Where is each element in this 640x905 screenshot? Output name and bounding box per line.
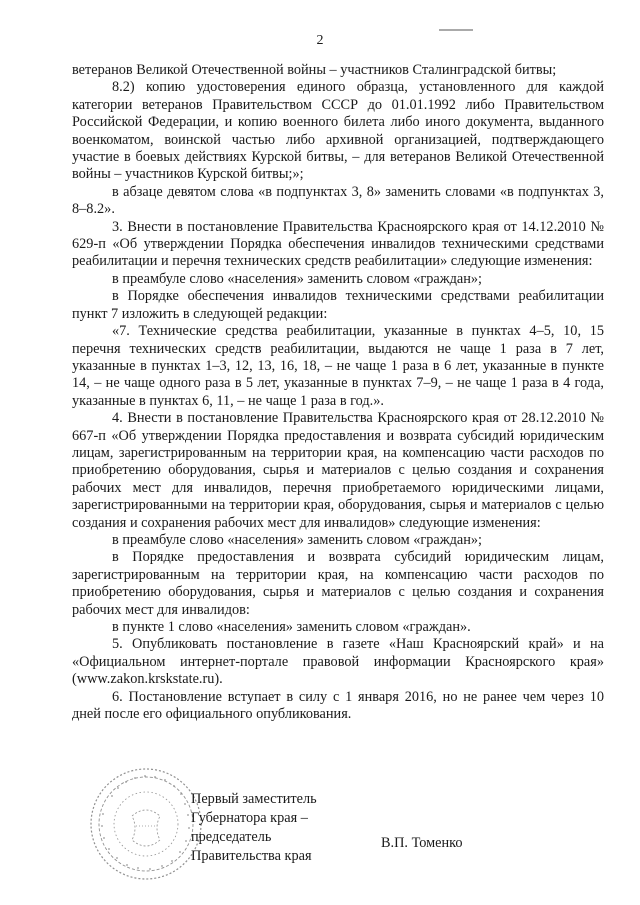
paragraph-punkt-1: в пункте 1 слово «населения» заменить словом «граждан». [112,619,471,635]
document-body [72,62,604,723]
signature-title-block [191,790,317,866]
signature-title-line-4: Правительства края [191,848,312,864]
paragraph-poryadok-4: в Порядке предоставления и возврата субсидий юридическим лицам, зарегистрированным на территории края, на компенсацию части расходов по приобретению оборудования, сырья и материалов с целью создания и сохранения рабочих мест для инвалидов: [72,549,604,618]
paragraph-continuation: ветеранов Великой Отечественной войны – участников Сталинградской битвы; [72,62,557,78]
paragraph-preamble-3: в преамбуле слово «населения» заменить словом «граждан»; [112,270,483,287]
scan-mark [439,28,473,32]
signer-name: В.П. Томенко [381,835,463,851]
signature-title-line-3: председатель [191,829,272,845]
signature-title-line-2: Губернатора края – [191,810,308,826]
paragraph-item-6: 6. Постановление вступает в силу с 1 января 2016, но не ранее чем через 10 дней после его официального опубликования. [72,688,604,723]
paragraph-8-2: 8.2) копию удостоверения единого образца, установленного для каждой категории ветеранов Правительством СССР до 01.01.1992 либо Правительством Российской Федерации, и копию военного билета либо иного документа, выданного военкоматом, воинской частью либо архивной организацией, подтверждающего участие в боевых действиях Курской битвы, – для ветеранов Великой Отечественной войны – участников Курской битвы;»; [72,79,604,183]
paragraph-item-3: 3. Внести в постановление Правительства Красноярского края от 14.12.2010 № 629-п «Об утверждении Порядка обеспечения инвалидов техническими средствами реабилитации и перечня технических средств реабилитации» следующие изменения: [72,218,604,270]
paragraph-punkt-7: «7. Технические средства реабилитации, указанные в пунктах 4–5, 10, 15 перечня технических средств реабилитации, выдаются не чаще 1 раза в 7 лет, указанные в пунктах 1–3, 12, 13, 16, 18, – не чаще 1 раза в 6 лет, указанные в пункте 14, – не чаще одного раза в 5 лет, указанные в пунктах 7–9, – не чаще 1 раза в 4 года, указанные в пунктах 6, 11, – не чаще 1 раза в год.». [72,323,604,409]
paragraph-preamble-4: в преамбуле слово «населения» заменить словом «граждан»; [112,531,483,548]
official-seal-stamp [88,766,204,882]
signature-title-line-1: Первый заместитель [191,791,317,807]
paragraph-abzac-9: в абзаце девятом слова «в подпунктах 3, 8» заменить словами «в подпунктах 3, 8–8.2». [72,183,604,218]
paragraph-item-4: 4. Внести в постановление Правительства Красноярского края от 28.12.2010 № 667-п «Об утверждении Порядка предоставления и возврата субсидий юридическим лицам, зарегистрированным на территории края, на компенсацию части расходов по приобретению оборудования, сырья и материалов с целью создания и сохранения рабочих мест для инвалидов, перечня приобретаемого юридическими лицами, зарегистрированными на территории края, оборудования, сырья и материалов с целью создания и сохранения рабочих мест для инвалидов» следующие изменения: [72,410,604,531]
page-number: 2 [316,33,324,48]
paragraph-poryadok-3: в Порядке обеспечения инвалидов техническими средствами реабилитации пункт 7 изложить в следующей редакции: [72,288,604,322]
paragraph-item-5: 5. Опубликовать постановление в газете «Наш Красноярский край» и на «Официальном интернет-портале правовой информации Красноярского края» (www.zakon.krskstate.ru). [72,636,604,688]
